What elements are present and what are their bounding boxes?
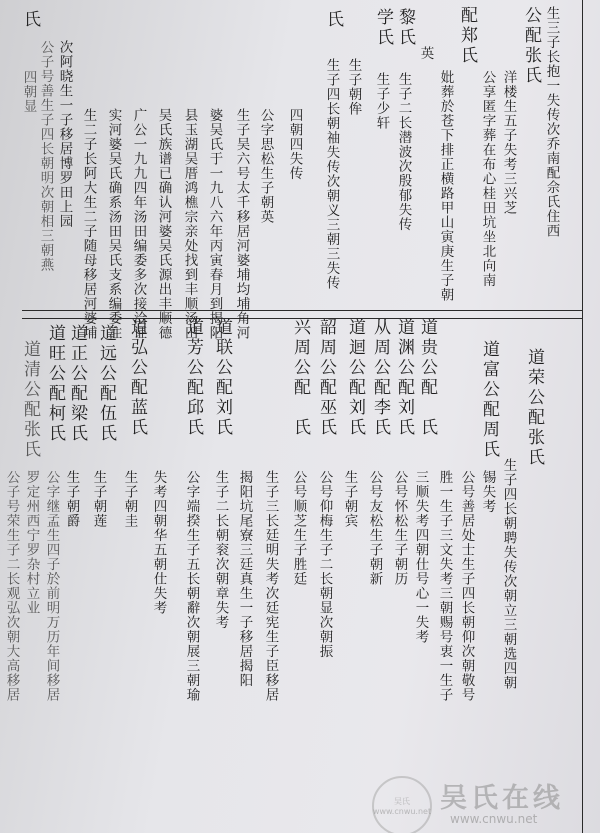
lower-text-column: 生子三长廷明失考次廷宪生子臣移居 [262,470,279,702]
watermark-stamp-logo [372,776,432,833]
upper-text-column: 次阿晓生一子移居博罗田上园 [56,40,73,229]
lower-text-column: 道荣公配张氏 [524,348,544,468]
upper-text-column: 妣葬於苍下排正横路甲山寅庚生子朝 [437,70,454,302]
lower-text-column: 生子朝宾 [341,470,358,528]
upper-text-column: 公享匿字葬在布心桂田坑坐北向南 [479,70,496,288]
lower-text-column: 罗定州西宁罗杂村立业 [23,470,40,615]
upper-text-column: 洋楼生五子失考三兴芝 [500,70,517,215]
lower-text-column: 公号仰梅生子二长朝显次朝振 [316,470,333,659]
lower-text-column: 道远公配伍氏 [96,324,116,444]
lower-text-column: 生子朝圭 [121,470,138,528]
lower-text-column: 公号友松生子朝新 [366,470,383,586]
upper-text-column: 实河婆吴氏确系汤田吴氏支系编委注 [105,108,122,340]
watermark-url: www.cnwu.net [450,812,538,826]
lower-text-column: 道芳公配邱氏 [183,318,203,438]
watermark-text: 吴氏在线 [440,783,564,814]
lower-text-column: 道旺公配柯氏 [45,324,65,444]
upper-text-column: 生子四长朝䄂失传次朝义三朝三失传 [323,58,340,290]
lower-text-column: 公号怀松生子朝历 [391,470,408,586]
lower-text-column: 失考四朝华五朝仕失考 [150,470,167,615]
upper-text-column: 广公一九九四年汤田编委多次接洽证 [130,108,147,340]
lower-text-column: 生子朝莲 [90,470,107,528]
lower-text-column: 道正公配梁氏 [67,324,87,444]
upper-text-column: 生子少轩 [373,72,390,130]
lower-text-column: 韶周公配巫氏 [316,318,336,438]
frame-right-line [582,0,583,833]
upper-text-column: 公字思松生子朝英 [257,108,274,224]
upper-text-column: 公配张氏 [521,6,541,86]
upper-text-column: 配郑氏 [457,6,477,66]
lower-text-column: 道弘公配蓝氏 [127,318,147,438]
upper-text-column: 氏 [323,10,343,30]
lower-text-column: 公字端揆生子五长朝辭次朝展三朝瑜 [183,470,200,702]
lower-text-column: 道迴公配刘氏 [345,318,365,438]
lower-text-column: 锡失考 [479,470,496,514]
upper-text-column: 四朝显 [20,70,37,114]
lower-text-column: 生子二长朝衮次朝章失考 [212,470,229,630]
lower-text-column: 道清公配张氏 [20,340,40,460]
lower-text-column: 公子号荣生子二长观弘次朝大高移居 [3,470,20,702]
upper-text-column: 生子朝侔 [345,58,362,116]
lower-text-column: 道渊公配刘氏 [394,318,414,438]
upper-text-column: 黎氏 [395,8,415,48]
lower-text-column: 揭阳坑尾寮三廷真生一子移居揭阳 [236,470,253,688]
lower-text-column: 兴周公配 氏 [290,318,310,438]
upper-text-column: 氏 [20,10,40,30]
lower-text-column: 公字继孟生四子於前明万历年间移居 [43,470,60,702]
upper-text-column: 学氏 [373,8,393,48]
lower-text-column: 胜一生子三文失考三朝赐号衷一生子 [436,470,453,702]
upper-text-column: 英 [417,46,434,61]
watermark-stamp-text: 吴氏 www.cnwu.net [372,797,432,816]
upper-text-column: 生子吴六号太千移居河婆埔均埔角河 [233,108,250,340]
upper-text-column: 公子号善生子四长朝明次朝相三朝燕 [37,40,54,272]
upper-text-column: 四朝四失传 [286,108,303,181]
upper-text-column: 县玉湖吴厝鸿樵宗亲处找到丰顺汤田 [181,108,198,340]
lower-text-column: 生子朝爵 [63,470,80,528]
upper-text-column: 吴氏族谱已确认河婆吴氏源出丰顺德 [155,108,172,340]
lower-text-column: 道富公配周氏 [479,340,499,460]
upper-text-column: 生二子长阿大生二子随母移居河婆埔 [80,108,97,340]
lower-text-column: 道联公配刘氏 [212,318,232,438]
lower-text-column: 三顺失考四朝仕号心一失考 [412,470,429,644]
lower-text-column: 道贵公配 氏 [417,318,437,438]
upper-text-column: 婆吴氏于一九八六年丙寅春月到揭阳 [206,108,223,340]
lower-text-column: 生子四长朝聘失传次朝立三朝选四朝 [500,458,517,690]
upper-text-column: 生子二长潜波次殷郁失传 [395,72,412,232]
upper-text-column: 生三子长抱一失传次乔南配佘氏住西 [543,6,560,238]
lower-text-column: 公号善居处士生子四长朝仰次朝敬号 [458,470,475,702]
lower-text-column: 从周公配李氏 [370,318,390,438]
lower-text-column: 公号顺芝生子胜廷 [290,470,307,586]
